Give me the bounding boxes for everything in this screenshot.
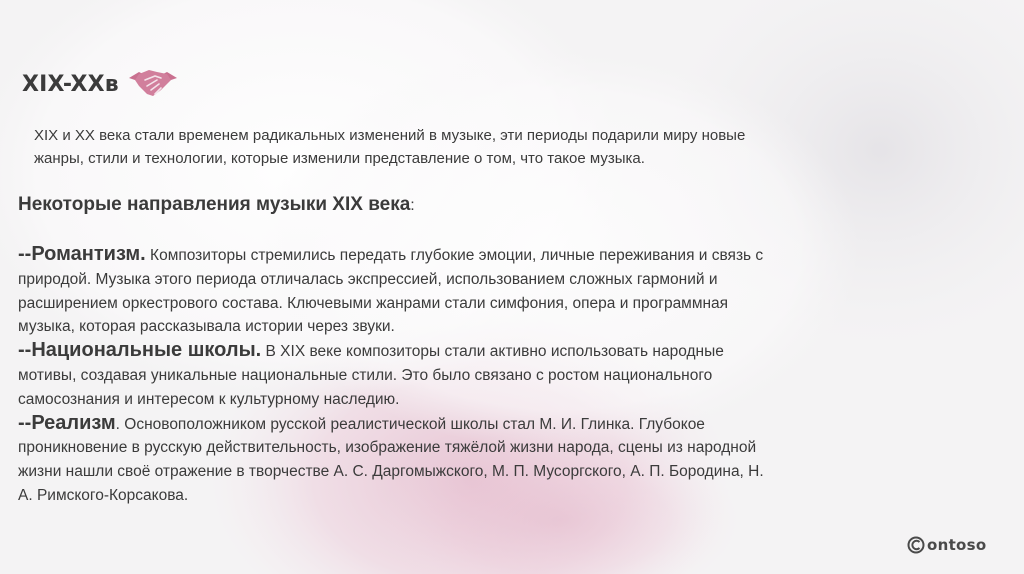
slide-header bbox=[22, 66, 179, 102]
intro-paragraph: XIX и XX века стали временем радикальных изменений в музыке, эти периоды подарили миру новые жанры, стили и технологии, которые изменили представление о том, что такое музыка. bbox=[34, 127, 746, 167]
section-term: --Национальные школы. bbox=[18, 339, 262, 362]
heading-colon: : bbox=[410, 197, 415, 214]
section-realism bbox=[18, 412, 778, 508]
section-text: Композиторы стремились передать глубокие эмоции, личные переживания и связь с природой. Музыка этого периода отличалась экспрессией, использованием сложных гармоний и расширением оркестрового состава. Ключевыми жанрами стали симфония, опера и программная музыка, которая рассказывала истории через звуки. bbox=[18, 247, 764, 336]
heading-text: Некоторые направления музыки XIX века bbox=[18, 194, 411, 215]
section-national-schools bbox=[18, 339, 778, 411]
contoso-logo bbox=[907, 536, 987, 554]
handshake-icon bbox=[127, 66, 179, 102]
section-romanticism bbox=[18, 243, 778, 339]
spacer bbox=[18, 221, 778, 243]
section-heading bbox=[18, 192, 778, 219]
slide-content bbox=[18, 192, 778, 508]
section-term: --Реализм bbox=[18, 411, 116, 434]
contoso-logo-mark bbox=[907, 536, 925, 554]
section-term: --Романтизм. bbox=[18, 243, 146, 265]
section-text: . Основоположником русской реалистической школы стал М. И. Глинка. Глубокое проникновение в русскую действительность, изображение тяжёлой жизни народа, сцены из народной жизни нашли своё отражение в творчестве А. С. Даргомыжского, М. П. Мусоргского, А. П. Бородина, Н. А. Римского-Корсакова. bbox=[18, 415, 764, 504]
slide-title: XIX-XXв bbox=[22, 71, 119, 97]
logo-text: ontoso bbox=[927, 536, 987, 554]
section-text: В XIX веке композиторы стали активно использовать народные мотивы, создавая уникальные национальные стили. Это было связано с ростом национального самосознания и интересом к культурному наследию. bbox=[18, 343, 724, 408]
